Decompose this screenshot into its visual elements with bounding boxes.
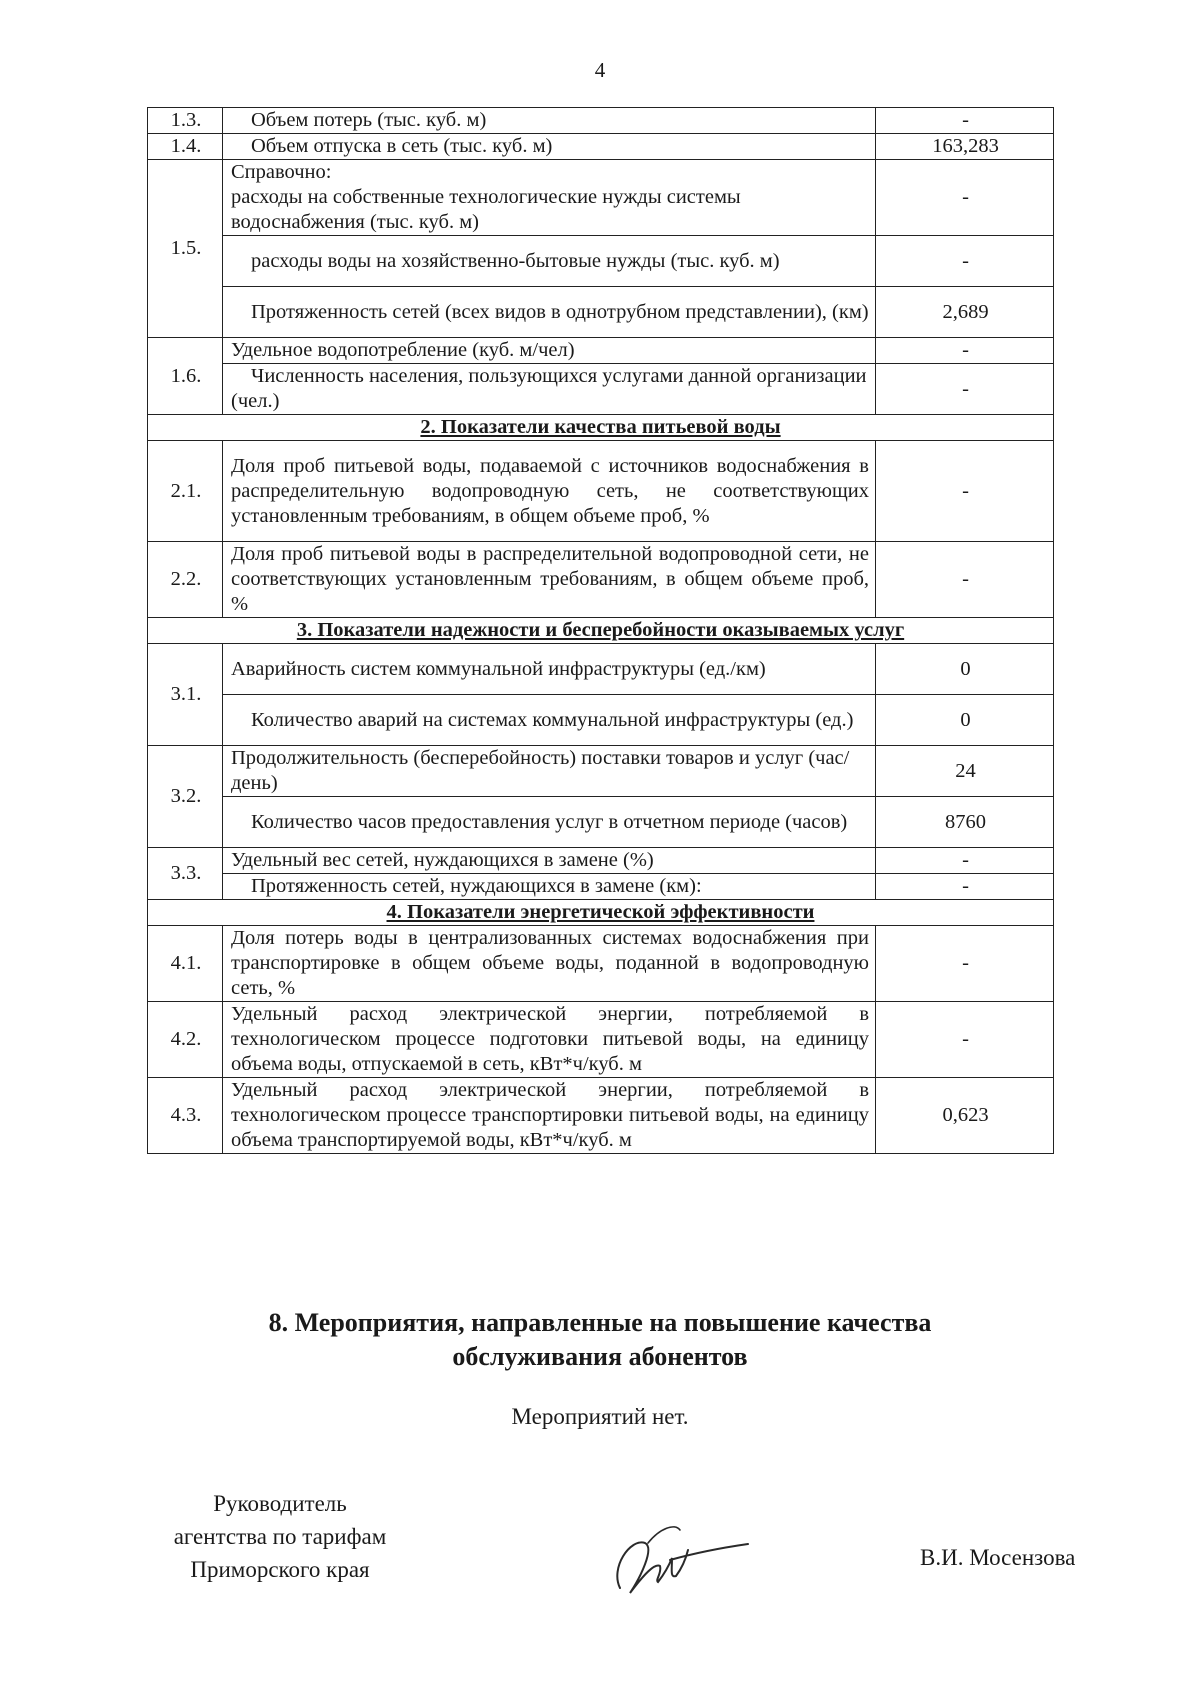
row-label: Удельный расход электрической энергии, потребляемой в технологическом процессе подготовки питьевой воды, на единицу объема воды, отпускаемой в сеть, кВт*ч/куб. м bbox=[223, 1002, 876, 1078]
table-row bbox=[148, 1078, 1054, 1154]
row-number: 1.3. bbox=[148, 108, 223, 134]
signer-title-line: Руководитель bbox=[213, 1491, 347, 1516]
table-row bbox=[148, 236, 1054, 287]
row-label: расходы воды на хозяйственно-бытовые нужды (тыс. куб. м) bbox=[223, 236, 876, 287]
row-value: 8760 bbox=[876, 797, 1054, 848]
row-value: 24 bbox=[876, 746, 1054, 797]
table-row bbox=[148, 441, 1054, 542]
row-label: Численность населения, пользующихся услугами данной организации (чел.) bbox=[223, 364, 876, 415]
row-value: 163,283 bbox=[876, 134, 1054, 160]
table-row bbox=[148, 160, 1054, 236]
table-row bbox=[148, 134, 1054, 160]
signer-name: В.И. Мосензова bbox=[920, 1545, 1076, 1570]
row-label: Количество часов предоставления услуг в отчетном периоде (часов) bbox=[223, 797, 876, 848]
table-row bbox=[148, 848, 1054, 874]
table-row bbox=[148, 338, 1054, 364]
row-label: Протяженность сетей, нуждающихся в замене (км): bbox=[223, 874, 876, 900]
signer-title-line: агентства по тарифам bbox=[173, 1524, 387, 1549]
section-title: 3. Показатели надежности и бесперебойности оказываемых услуг bbox=[148, 618, 1054, 644]
row-value: 2,689 bbox=[876, 287, 1054, 338]
row-number: 3.1. bbox=[148, 644, 223, 746]
row-number: 1.5. bbox=[148, 160, 223, 338]
row-value: - bbox=[876, 542, 1054, 618]
row-label: Объем потерь (тыс. куб. м) bbox=[223, 108, 876, 134]
row-value: 0,623 bbox=[876, 1078, 1054, 1154]
table-row bbox=[148, 797, 1054, 848]
row-value: - bbox=[876, 236, 1054, 287]
table-row bbox=[148, 874, 1054, 900]
table-row bbox=[148, 644, 1054, 695]
row-value: - bbox=[876, 1002, 1054, 1078]
row-number: 1.4. bbox=[148, 134, 223, 160]
row-number: 2.2. bbox=[148, 542, 223, 618]
row-value: - bbox=[876, 160, 1054, 236]
row-label: Доля проб питьевой воды, подаваемой с источников водоснабжения в распределительную водопроводную сеть, не соответствующих установленным требованиям, в общем объеме проб, % bbox=[223, 441, 876, 542]
section-row bbox=[148, 900, 1054, 926]
row-value: - bbox=[876, 874, 1054, 900]
indicators-table bbox=[147, 107, 1054, 1154]
row-number: 2.1. bbox=[148, 441, 223, 542]
row-value: 0 bbox=[876, 695, 1054, 746]
row-label: Объем отпуска в сеть (тыс. куб. м) bbox=[223, 134, 876, 160]
row-number: 4.3. bbox=[148, 1078, 223, 1154]
row-label: Удельный вес сетей, нуждающихся в замене (%) bbox=[223, 848, 876, 874]
signature-mark bbox=[600, 1518, 750, 1608]
table-row bbox=[148, 542, 1054, 618]
row-number: 4.1. bbox=[148, 926, 223, 1002]
row-label: Доля проб питьевой воды в распределительной водопроводной сети, не соответствующих установленным требованиям, в общем объеме проб, % bbox=[223, 542, 876, 618]
signer-title bbox=[150, 1487, 410, 1586]
section-row bbox=[148, 618, 1054, 644]
row-value: - bbox=[876, 441, 1054, 542]
row-number: 4.2. bbox=[148, 1002, 223, 1078]
row-value: - bbox=[876, 364, 1054, 415]
row-label: Удельный расход электрической энергии, потребляемой в технологическом процессе транспортировки питьевой воды, на единицу объема транспортируемой воды, кВт*ч/куб. м bbox=[223, 1078, 876, 1154]
table-row bbox=[148, 287, 1054, 338]
row-label: Продолжительность (бесперебойность) поставки товаров и услуг (час/день) bbox=[223, 746, 876, 797]
table-row bbox=[148, 108, 1054, 134]
row-label: Доля потерь воды в централизованных системах водоснабжения при транспортировке в общем объеме воды, поданной в водопроводную сеть, % bbox=[223, 926, 876, 1002]
section-title: 4. Показатели энергетической эффективности bbox=[148, 900, 1054, 926]
row-label: Справочно: расходы на собственные технологические нужды системы водоснабжения (тыс. куб. м) bbox=[223, 160, 876, 236]
table-row bbox=[148, 746, 1054, 797]
row-value: 0 bbox=[876, 644, 1054, 695]
table-row bbox=[148, 695, 1054, 746]
row-value: - bbox=[876, 338, 1054, 364]
row-value: - bbox=[876, 108, 1054, 134]
table-row bbox=[148, 926, 1054, 1002]
row-value: - bbox=[876, 848, 1054, 874]
row-number: 3.2. bbox=[148, 746, 223, 848]
page-number: 4 bbox=[594, 58, 606, 82]
row-number: 1.6. bbox=[148, 338, 223, 415]
section-title: 2. Показатели качества питьевой воды bbox=[148, 415, 1054, 441]
table-row bbox=[148, 364, 1054, 415]
signer-title-line: Приморского края bbox=[190, 1557, 370, 1582]
table-row bbox=[148, 1002, 1054, 1078]
row-value: - bbox=[876, 926, 1054, 1002]
row-label: Количество аварий на системах коммунальной инфраструктуры (ед.) bbox=[223, 695, 876, 746]
row-label: Протяженность сетей (всех видов в однотрубном представлении), (км) bbox=[223, 287, 876, 338]
row-number: 3.3. bbox=[148, 848, 223, 900]
row-label: Удельное водопотребление (куб. м/чел) bbox=[223, 338, 876, 364]
measures-note: Мероприятий нет. bbox=[511, 1404, 689, 1429]
row-label: Аварийность систем коммунальной инфраструктуры (ед./км) bbox=[223, 644, 876, 695]
section-row bbox=[148, 415, 1054, 441]
section-heading: 8. Мероприятия, направленные на повышение качества обслуживания абонентов bbox=[268, 1308, 932, 1371]
